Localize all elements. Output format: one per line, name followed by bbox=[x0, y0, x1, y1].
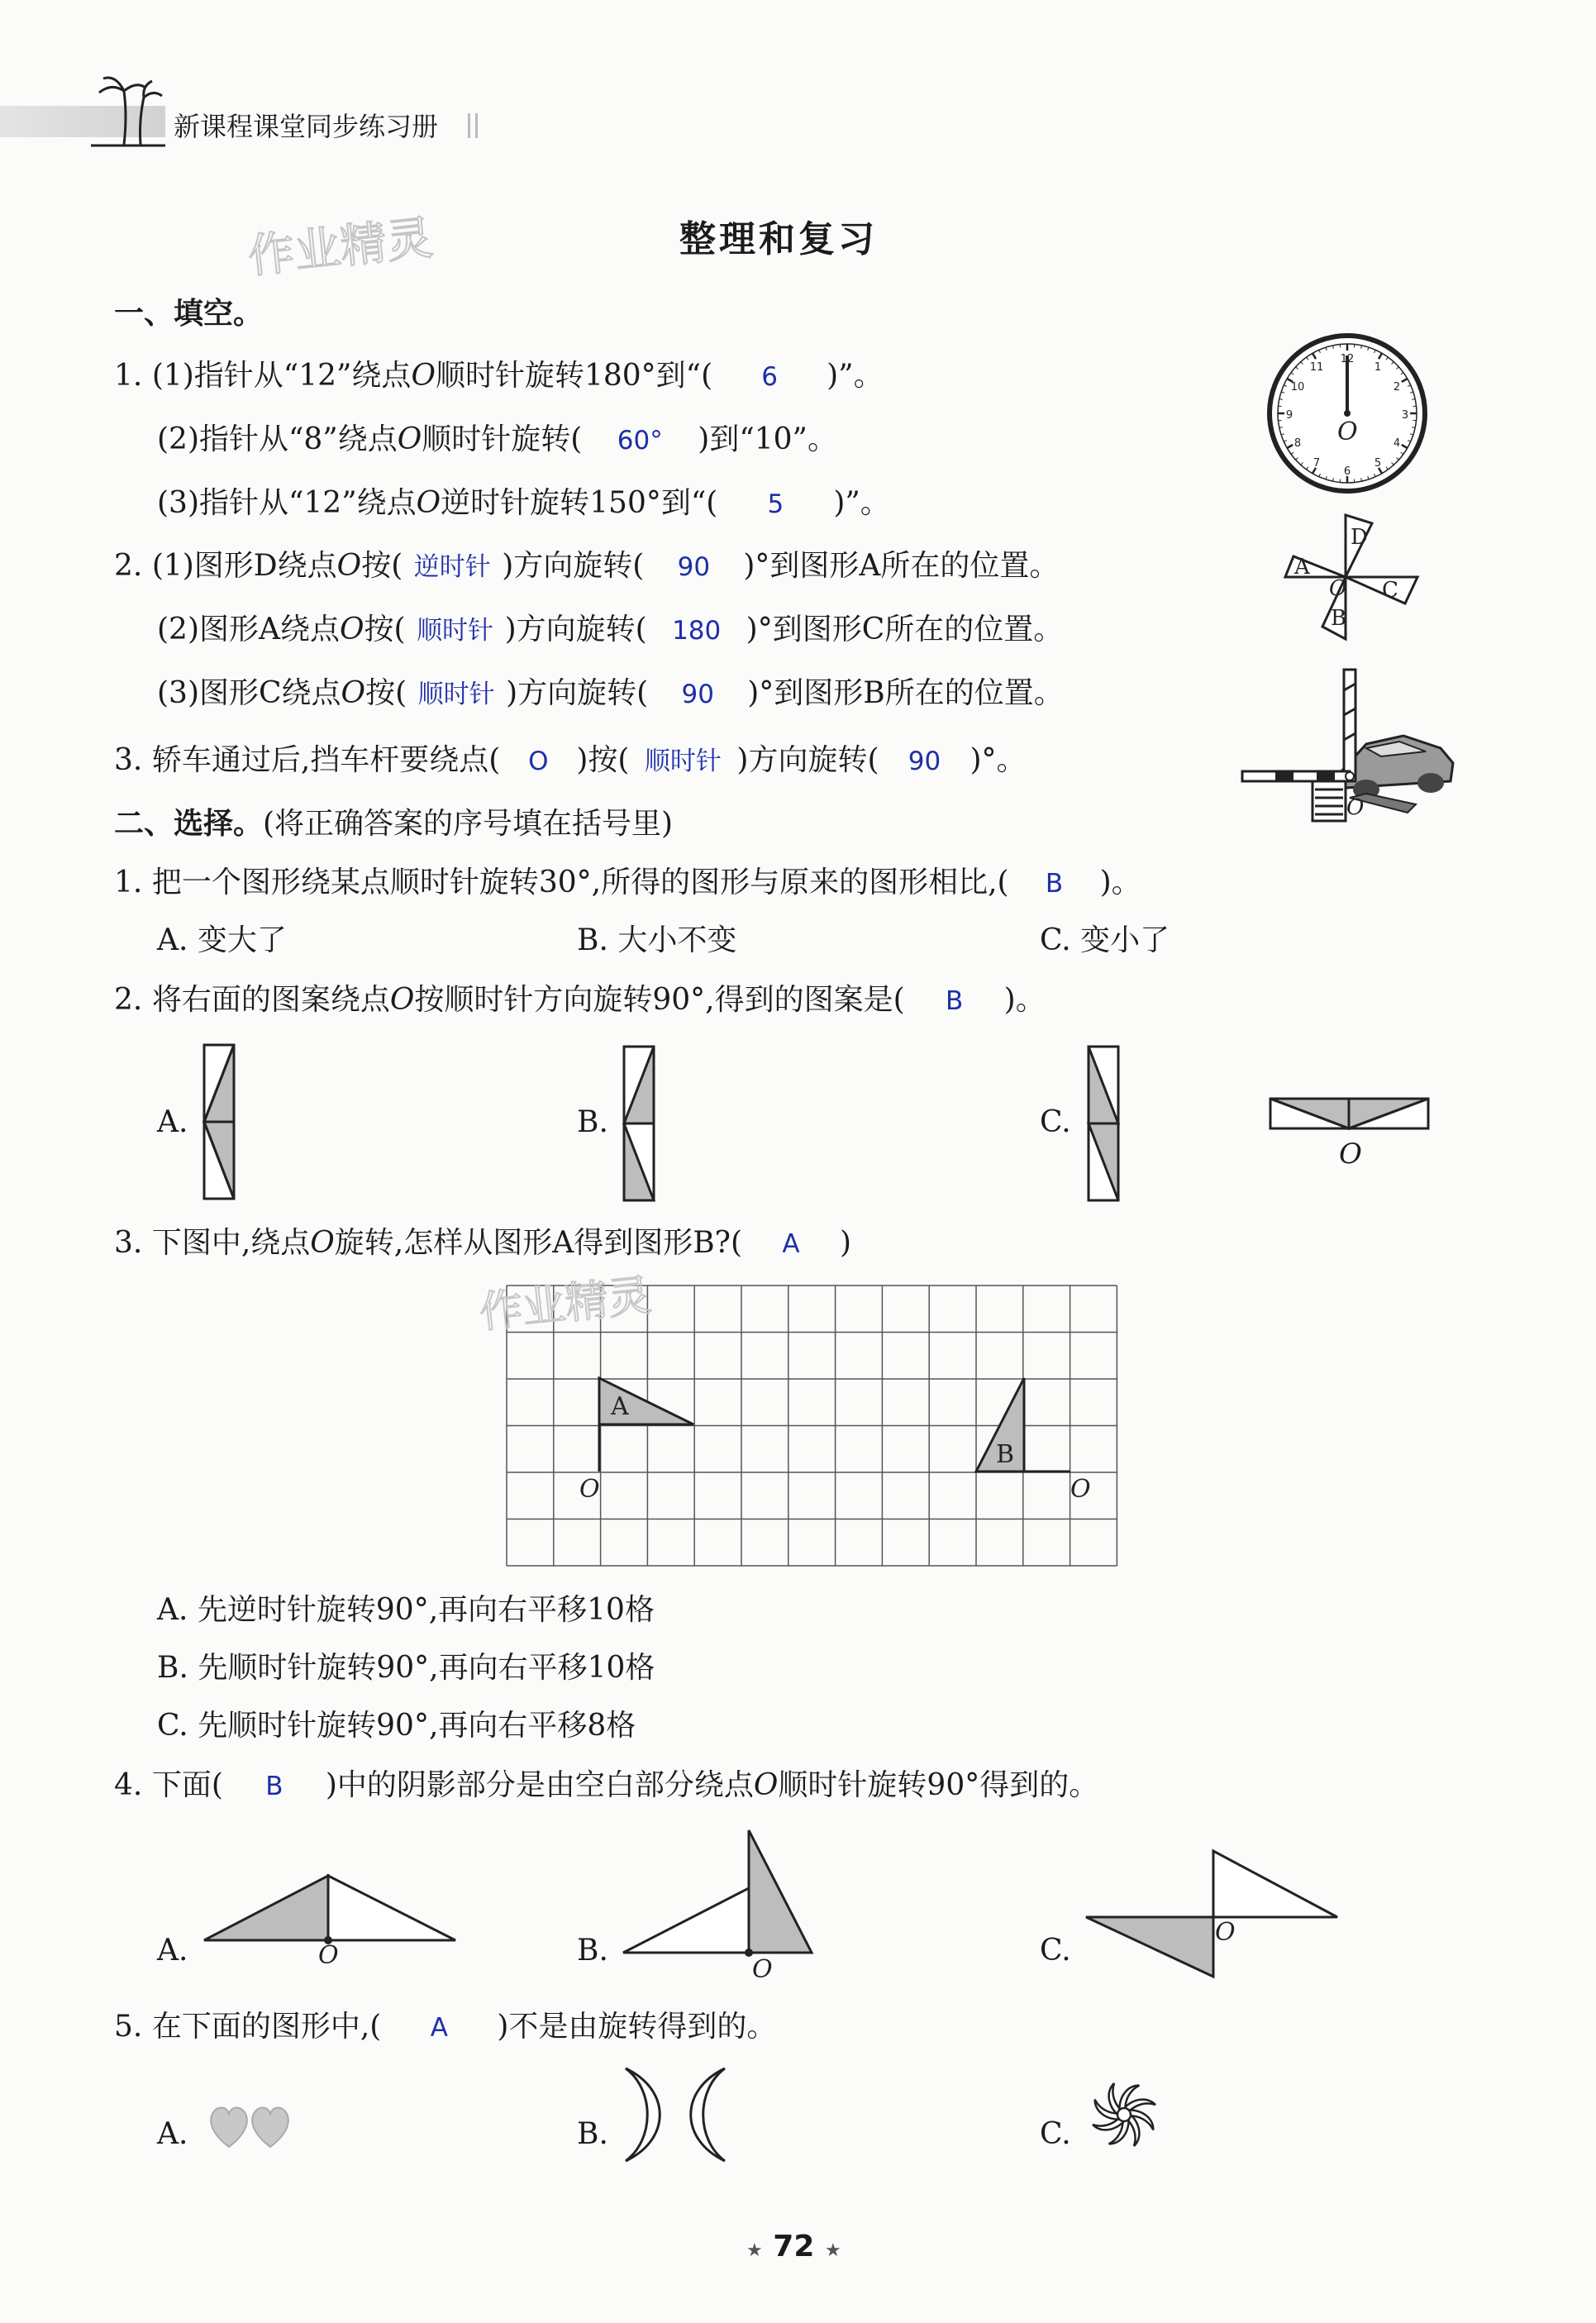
q3-fig-b-label: B bbox=[996, 1440, 1015, 1469]
clock-center-label: O bbox=[1337, 417, 1358, 446]
answer[interactable]: 6 bbox=[761, 362, 778, 392]
p2-q4: 4. 下面( B )中的阴影部分是由空白部分绕点O顺时针旋转90°得到的。 bbox=[114, 1767, 1098, 1805]
q3-o1-label: O bbox=[579, 1475, 600, 1504]
q4-shape-c bbox=[1084, 1848, 1341, 1980]
clock-num: 2 bbox=[1393, 381, 1401, 394]
clock-num: 9 bbox=[1285, 409, 1293, 422]
clock-figure bbox=[1265, 331, 1430, 496]
answer[interactable]: 逆时针 bbox=[413, 552, 491, 582]
q2-shape-c bbox=[1087, 1045, 1120, 1202]
p1-q1a: 1. (1)指针从“12”绕点O顺时针旋转180°到“( 6 )”。 bbox=[114, 358, 884, 395]
clock-num: 7 bbox=[1313, 457, 1321, 470]
clock-num: 5 bbox=[1374, 457, 1382, 470]
p2-q5-opt-a[interactable]: A. bbox=[157, 2117, 188, 2151]
p2-q4-opt-c[interactable]: C. bbox=[1040, 1934, 1071, 1968]
answer[interactable]: 60° bbox=[617, 426, 663, 456]
pin-label: D bbox=[1351, 525, 1368, 550]
page-number: ★ 72 ★ bbox=[746, 2230, 841, 2263]
pin-label: A bbox=[1294, 555, 1310, 580]
p2-q1-opt-c[interactable]: C. 变小了 bbox=[1040, 923, 1170, 957]
clock-num: 6 bbox=[1343, 465, 1351, 478]
p2-q1-opt-a[interactable]: A. 变大了 bbox=[157, 923, 287, 957]
p1-q2c: (3)图形C绕点O按( 顺时针 )方向旋转( 90 )°到图形B所在的位置。 bbox=[157, 675, 1064, 713]
gate-o-label: O bbox=[1346, 795, 1365, 820]
palm-tree-icon bbox=[91, 74, 165, 149]
p2-q2-opt-a[interactable]: A. bbox=[157, 1105, 188, 1139]
q4-oc-label: O bbox=[1215, 1918, 1236, 1947]
q5-crescents-icon bbox=[622, 2065, 729, 2164]
p2-q3-opt-c[interactable]: C. 先顺时针旋转90°,再向右平移8格 bbox=[157, 1709, 636, 1743]
p2-q5-opt-c[interactable]: C. bbox=[1040, 2117, 1071, 2151]
answer[interactable]: 5 bbox=[767, 489, 784, 519]
q3-o2-label: O bbox=[1070, 1475, 1091, 1504]
clock-num: 10 bbox=[1290, 381, 1305, 394]
answer[interactable]: B bbox=[946, 986, 964, 1016]
clock-num: 11 bbox=[1309, 361, 1324, 374]
pinwheel-figure bbox=[1281, 511, 1422, 643]
q4-ob-label: O bbox=[752, 1955, 773, 1984]
answer[interactable]: 顺时针 bbox=[417, 616, 494, 646]
p2-q3-opt-b[interactable]: B. 先顺时针旋转90°,再向右平移10格 bbox=[157, 1651, 655, 1685]
answer[interactable]: 90 bbox=[681, 680, 714, 709]
p2-q5: 5. 在下面的图形中,( A )不是由旋转得到的。 bbox=[114, 2009, 776, 2046]
answer[interactable]: 180 bbox=[672, 616, 722, 646]
watermark-center: 作业精灵 bbox=[477, 1271, 654, 1338]
answer[interactable]: A bbox=[430, 2013, 448, 2043]
q2-shape-a bbox=[202, 1043, 236, 1200]
answer[interactable]: A bbox=[782, 1229, 800, 1259]
part2-heading: 二、选择。(将正确答案的序号填在括号里) bbox=[114, 807, 674, 841]
pin-label: O bbox=[1329, 576, 1347, 601]
clock-num: 8 bbox=[1293, 437, 1302, 450]
answer[interactable]: 90 bbox=[677, 552, 711, 582]
header-divider bbox=[468, 113, 478, 138]
q5-hearts-icon bbox=[208, 2101, 291, 2151]
answer[interactable]: 90 bbox=[908, 747, 941, 776]
q3-fig-a-label: A bbox=[611, 1392, 629, 1421]
p2-q2-opt-c[interactable]: C. bbox=[1040, 1105, 1071, 1139]
p2-q1-opt-b[interactable]: B. 大小不变 bbox=[577, 923, 737, 957]
p2-q4-opt-a[interactable]: A. bbox=[157, 1934, 188, 1968]
p2-q2-opt-b[interactable]: B. bbox=[577, 1105, 608, 1139]
p2-q3-opt-a[interactable]: A. 先逆时针旋转90°,再向右平移10格 bbox=[157, 1593, 655, 1627]
clock-num: 3 bbox=[1401, 409, 1409, 422]
answer[interactable]: B bbox=[1045, 869, 1064, 899]
book-title: 新课程课堂同步练习册 bbox=[174, 111, 439, 142]
section-title: 整理和复习 bbox=[679, 218, 878, 260]
p2-q2: 2. 将右面的图案绕点O按顺时针方向旋转90°,得到的图案是( B )。 bbox=[114, 982, 1046, 1019]
clock-num: 1 bbox=[1374, 361, 1382, 374]
gate-car-figure bbox=[1242, 665, 1457, 823]
clock-num: 4 bbox=[1393, 437, 1401, 450]
p1-q1b: (2)指针从“8”绕点O顺时针旋转( 60° )到“10”。 bbox=[157, 422, 837, 459]
answer[interactable]: 顺时针 bbox=[417, 680, 495, 709]
q4-oa-label: O bbox=[318, 1941, 339, 1970]
answer[interactable]: B bbox=[265, 1772, 283, 1801]
q3-grid-figure bbox=[505, 1284, 1117, 1569]
q4-shape-a bbox=[202, 1872, 459, 1970]
p2-q4-opt-b[interactable]: B. bbox=[577, 1934, 608, 1968]
p1-q3: 3. 轿车通过后,挡车杆要绕点( O )按( 顺时针 )方向旋转( 90 )°。 bbox=[114, 742, 1027, 780]
watermark: 作业精灵 bbox=[245, 211, 436, 284]
answer[interactable]: 顺时针 bbox=[644, 747, 722, 776]
q4-shape-b bbox=[622, 1827, 828, 1984]
pin-label: C bbox=[1382, 578, 1398, 603]
p1-q2b: (2)图形A绕点O按( 顺时针 )方向旋转( 180 )°到图形C所在的位置。 bbox=[157, 612, 1063, 649]
answer[interactable]: O bbox=[528, 747, 549, 776]
q5-swirl-icon bbox=[1083, 2073, 1165, 2156]
q2-shape-b bbox=[622, 1045, 655, 1202]
p2-q1: 1. 把一个图形绕某点顺时针旋转30°,所得的图形与原来的图形相比,( B )。 bbox=[114, 865, 1141, 902]
p1-q2a: 2. (1)图形D绕点O按( 逆时针 )方向旋转( 90 )°到图形A所在的位置。 bbox=[114, 548, 1059, 585]
p1-q1c: (3)指针从“12”绕点O逆时针旋转150°到“( 5 )”。 bbox=[157, 485, 890, 522]
p2-q5-opt-b[interactable]: B. bbox=[577, 2117, 608, 2151]
q2-ref-o-label: O bbox=[1339, 1138, 1362, 1171]
clock-num: 12 bbox=[1340, 353, 1355, 365]
part1-heading: 一、填空。 bbox=[114, 297, 264, 331]
p2-q3: 3. 下图中,绕点O旋转,怎样从图形A得到图形B?( A ) bbox=[114, 1225, 851, 1262]
pin-label: B bbox=[1331, 606, 1347, 631]
